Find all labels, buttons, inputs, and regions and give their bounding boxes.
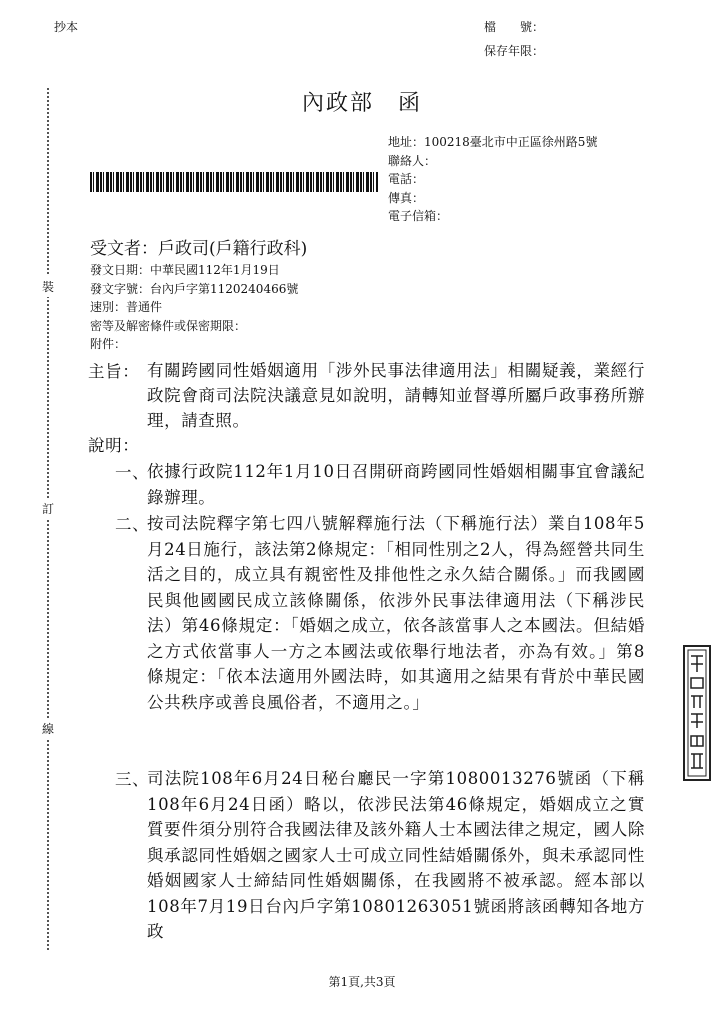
explanation-label: 說明： [88,436,140,455]
security-level: 密等及解密條件或保密期限： [90,318,247,333]
item-number-1: 一、 [115,463,150,482]
binding-dotted-line [47,88,49,950]
item-text-3: 司法院108年6月24日秘台廳民一字第1080013276號函（下稱108年6月24日函）略以，依涉民法第46條規定，婚姻成立之實質要件須分別符合我國法律及該外籍人士本國法律之規定，國人除與承認同性婚姻之國家人士可成立同性結婚關係外，與未承認同性婚姻國家人士締結同性婚姻關係，在我國將不被承認。經本部以108年7月19日台內戶字第10801263051號函將該函轉知各地方政 [147,769,645,941]
subject-label: 主旨： [88,362,140,381]
delivery-speed: 速別：普通件 [90,300,163,314]
recipient: 受文者：戶政司(戶籍行政科) [90,239,308,259]
document-meta [90,261,298,354]
page-footer: 第1頁,共3頁 [328,975,396,989]
copy-mark: 抄本 [54,20,79,34]
subject-text: 有關跨國同性婚姻適用「涉外民事法律適用法」相關疑義，業經行政院會商司法院決議意見如說明，請轉知並督導所屬戶政事務所辦理，請查照。 [147,361,645,430]
seal-stamp [682,644,712,782]
document-title: 內政部 函 [301,91,422,116]
document-number: 發文字號：台內戶字第1120240466號 [90,281,299,296]
item-text-1: 依據行政院112年1月10日召開研商跨國同性婚姻相關事宜會議紀錄辦理。 [147,462,645,507]
issue-date: 發文日期：中華民國112年1月19日 [90,263,280,277]
address: 地址：100218臺北市中正區徐州路5號 [388,135,598,149]
contact-block [388,133,597,226]
binding-mark-bottom: 線 [42,718,54,739]
binding-mark-top: 裝 [42,276,54,297]
item-number-2: 二、 [115,515,150,534]
retention-period-label: 保存年限： [484,44,545,58]
phone: 電話： [388,172,425,186]
item-number-3: 三、 [115,770,150,789]
email: 電子信箱： [388,209,449,223]
fax: 傳真： [388,190,425,205]
attachment: 附件： [90,337,127,351]
item-text-2: 按司法院釋字第七四八號解釋施行法（下稱施行法）業自108年5月24日施行，該法第2條規定：「相同性別之2人，得為經營共同生活之目的，成立具有親密性及排他性之永久結合關係。」而我國國民與他國國民成立該條關係，依涉外民事法律適用法（下稱涉民法）第46條規定：「婚姻之成立，依各該當事人之本國法。但結婚之方式依當事人一方之本國法或依舉行地法者，亦為有效。」第8條規定：「依本法適用外國法時，如其適用之結果有背於中華民國公共秩序或善良風俗者，不適用之。」 [147,514,645,712]
barcode [90,172,378,192]
file-number-label: 檔 號： [484,20,545,34]
contact-person: 聯絡人： [388,153,437,168]
binding-mark-middle: 訂 [42,498,54,519]
